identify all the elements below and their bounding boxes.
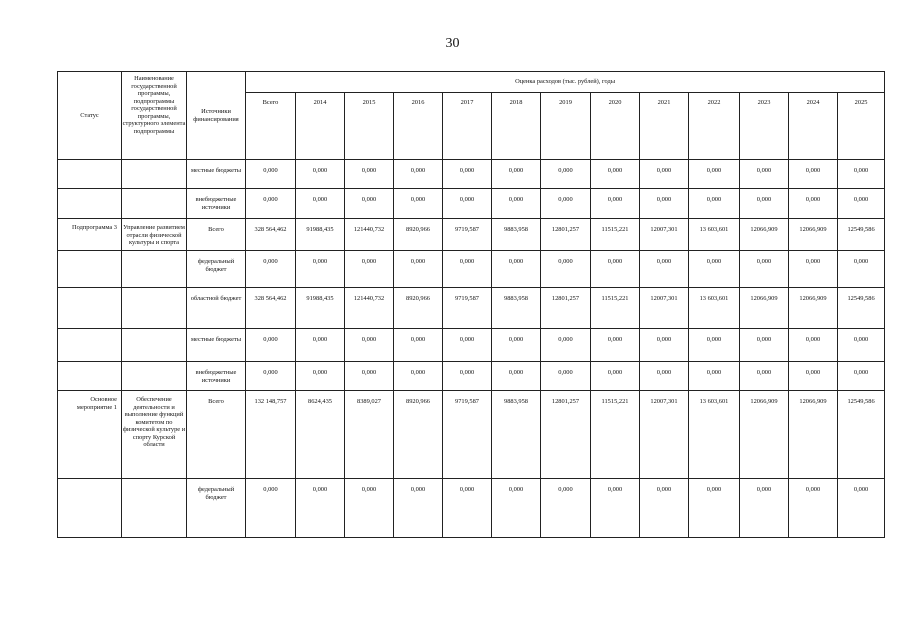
row-value: 12549,586 [838, 219, 885, 251]
row-status [58, 189, 122, 219]
row-value: 0,000 [740, 189, 789, 219]
row-value: 0,000 [689, 479, 740, 538]
row-value: 0,000 [345, 189, 394, 219]
row-value: 0,000 [345, 362, 394, 391]
header-year: 2023 [740, 93, 789, 160]
header-estimate: Оценка расходов (тыс. рублей), годы [246, 72, 885, 93]
row-value: 0,000 [640, 329, 689, 362]
header-year: 2022 [689, 93, 740, 160]
row-value: 0,000 [246, 329, 296, 362]
row-value: 0,000 [492, 362, 541, 391]
row-value: 0,000 [838, 479, 885, 538]
table-row [58, 362, 885, 391]
row-value: 9883,958 [492, 219, 541, 251]
table-row [58, 219, 885, 251]
row-source: местные бюджеты [187, 329, 246, 362]
row-value: 11515,221 [591, 288, 640, 329]
row-value: 0,000 [443, 160, 492, 189]
row-value: 0,000 [640, 160, 689, 189]
row-value: 0,000 [296, 160, 345, 189]
row-value: 0,000 [689, 160, 740, 189]
row-value: 12549,586 [838, 391, 885, 479]
row-value: 0,000 [789, 362, 838, 391]
row-value: 0,000 [740, 362, 789, 391]
row-value: 0,000 [838, 251, 885, 288]
row-value: 0,000 [789, 479, 838, 538]
row-value: 9719,587 [443, 219, 492, 251]
header-row-1 [58, 72, 885, 93]
header-year: Всего [246, 93, 296, 160]
row-value: 8920,966 [394, 391, 443, 479]
row-value: 0,000 [394, 189, 443, 219]
row-value: 0,000 [789, 189, 838, 219]
row-value: 91988,435 [296, 219, 345, 251]
row-value: 0,000 [591, 160, 640, 189]
header-status: Статус [58, 72, 122, 160]
row-value: 9719,587 [443, 288, 492, 329]
row-value: 12007,301 [640, 219, 689, 251]
row-source: местные бюджеты [187, 160, 246, 189]
row-value: 0,000 [492, 329, 541, 362]
row-value: 0,000 [541, 329, 591, 362]
row-source: федеральный бюджет [187, 479, 246, 538]
row-value: 8920,966 [394, 288, 443, 329]
row-value: 8389,027 [345, 391, 394, 479]
row-value: 0,000 [443, 479, 492, 538]
row-value: 12066,909 [789, 288, 838, 329]
row-value: 12066,909 [789, 219, 838, 251]
header-year: 2025 [838, 93, 885, 160]
row-value: 0,000 [740, 479, 789, 538]
header-year: 2017 [443, 93, 492, 160]
row-value: 0,000 [591, 251, 640, 288]
row-value: 0,000 [246, 251, 296, 288]
row-value: 0,000 [296, 479, 345, 538]
table-row [58, 160, 885, 189]
row-value: 0,000 [541, 251, 591, 288]
row-value: 0,000 [789, 160, 838, 189]
row-value: 0,000 [591, 362, 640, 391]
row-value: 0,000 [296, 189, 345, 219]
row-status: Основное мероприятие 1 [58, 391, 122, 479]
row-value: 12801,257 [541, 391, 591, 479]
row-name [122, 160, 187, 189]
row-value: 0,000 [492, 160, 541, 189]
row-value: 0,000 [838, 329, 885, 362]
row-value: 0,000 [541, 189, 591, 219]
row-status [58, 479, 122, 538]
row-value: 0,000 [492, 479, 541, 538]
row-value: 0,000 [246, 160, 296, 189]
row-value: 0,000 [640, 189, 689, 219]
row-value: 11515,221 [591, 219, 640, 251]
row-status [58, 251, 122, 288]
row-value: 328 564,462 [246, 288, 296, 329]
header-year: 2024 [789, 93, 838, 160]
row-value: 0,000 [246, 479, 296, 538]
row-value: 0,000 [591, 329, 640, 362]
row-value: 13 603,601 [689, 219, 740, 251]
row-value: 0,000 [443, 329, 492, 362]
row-value: 0,000 [640, 362, 689, 391]
row-value: 0,000 [740, 251, 789, 288]
row-value: 0,000 [640, 479, 689, 538]
header-year: 2019 [541, 93, 591, 160]
row-name [122, 479, 187, 538]
row-value: 0,000 [296, 251, 345, 288]
row-value: 0,000 [443, 362, 492, 391]
row-value: 0,000 [246, 189, 296, 219]
row-value: 121440,732 [345, 288, 394, 329]
table-row [58, 189, 885, 219]
row-value: 12066,909 [789, 391, 838, 479]
table-row [58, 329, 885, 362]
row-value: 0,000 [591, 189, 640, 219]
row-value: 0,000 [296, 362, 345, 391]
row-value: 0,000 [838, 160, 885, 189]
row-value: 0,000 [345, 160, 394, 189]
row-status [58, 160, 122, 189]
header-year: 2014 [296, 93, 345, 160]
row-value: 0,000 [296, 329, 345, 362]
row-name: Управление развитием отрасли физической культуры и спорта [122, 219, 187, 251]
row-name [122, 189, 187, 219]
header-sources: Источники финансирования [187, 72, 246, 160]
row-source: областной бюджет [187, 288, 246, 329]
row-source: Всего [187, 219, 246, 251]
row-source: Всего [187, 391, 246, 479]
row-status: Подпрограмма 3 [58, 219, 122, 251]
row-value: 0,000 [394, 160, 443, 189]
row-name [122, 288, 187, 329]
row-value: 0,000 [838, 362, 885, 391]
row-name [122, 251, 187, 288]
row-value: 0,000 [541, 160, 591, 189]
row-value: 12066,909 [740, 219, 789, 251]
row-value: 121440,732 [345, 219, 394, 251]
row-value: 9719,587 [443, 391, 492, 479]
table-row [58, 251, 885, 288]
header-year: 2020 [591, 93, 640, 160]
row-value: 328 564,462 [246, 219, 296, 251]
row-value: 91988,435 [296, 288, 345, 329]
row-value: 0,000 [345, 329, 394, 362]
row-value: 0,000 [740, 160, 789, 189]
row-status [58, 362, 122, 391]
row-value: 12801,257 [541, 288, 591, 329]
row-value: 0,000 [689, 362, 740, 391]
row-value: 0,000 [345, 479, 394, 538]
row-value: 0,000 [789, 251, 838, 288]
row-value: 12066,909 [740, 391, 789, 479]
row-source: федеральный бюджет [187, 251, 246, 288]
row-value: 0,000 [492, 251, 541, 288]
row-value: 0,000 [394, 251, 443, 288]
header-year: 2015 [345, 93, 394, 160]
table-row [58, 288, 885, 329]
row-value: 0,000 [443, 189, 492, 219]
row-value: 0,000 [394, 479, 443, 538]
row-value: 13 603,601 [689, 391, 740, 479]
row-name [122, 329, 187, 362]
row-value: 0,000 [789, 329, 838, 362]
header-year: 2021 [640, 93, 689, 160]
table-row [58, 479, 885, 538]
row-value: 8920,966 [394, 219, 443, 251]
row-value: 12549,586 [838, 288, 885, 329]
row-value: 0,000 [492, 189, 541, 219]
row-name: Обеспечение деятельности и выполнение функций комитетом по физической культуре и спорту Курской области [122, 391, 187, 479]
row-status [58, 329, 122, 362]
page-number: 30 [445, 36, 460, 51]
row-status [58, 288, 122, 329]
row-value: 8624,435 [296, 391, 345, 479]
header-year: 2016 [394, 93, 443, 160]
row-value: 9883,958 [492, 288, 541, 329]
row-value: 0,000 [345, 251, 394, 288]
row-value: 0,000 [394, 362, 443, 391]
table-row [58, 391, 885, 479]
budget-table [57, 71, 885, 538]
row-source: внебюджетные источники [187, 362, 246, 391]
row-value: 0,000 [838, 189, 885, 219]
row-value: 12007,301 [640, 391, 689, 479]
row-value: 0,000 [689, 329, 740, 362]
row-value: 0,000 [246, 362, 296, 391]
row-value: 9883,958 [492, 391, 541, 479]
row-value: 0,000 [541, 362, 591, 391]
header-name: Наименование государственной программы, подпрограммы государственной программы, структурного элемента подпрограммы [122, 72, 187, 160]
row-value: 0,000 [591, 479, 640, 538]
row-value: 12066,909 [740, 288, 789, 329]
row-value: 0,000 [443, 251, 492, 288]
row-name [122, 362, 187, 391]
row-value: 12007,301 [640, 288, 689, 329]
row-value: 13 603,601 [689, 288, 740, 329]
row-source: внебюджетные источники [187, 189, 246, 219]
row-value: 0,000 [689, 189, 740, 219]
row-value: 11515,221 [591, 391, 640, 479]
row-value: 132 148,757 [246, 391, 296, 479]
row-value: 0,000 [394, 329, 443, 362]
row-value: 12801,257 [541, 219, 591, 251]
row-value: 0,000 [740, 329, 789, 362]
row-value: 0,000 [541, 479, 591, 538]
header-year: 2018 [492, 93, 541, 160]
row-value: 0,000 [689, 251, 740, 288]
row-value: 0,000 [640, 251, 689, 288]
